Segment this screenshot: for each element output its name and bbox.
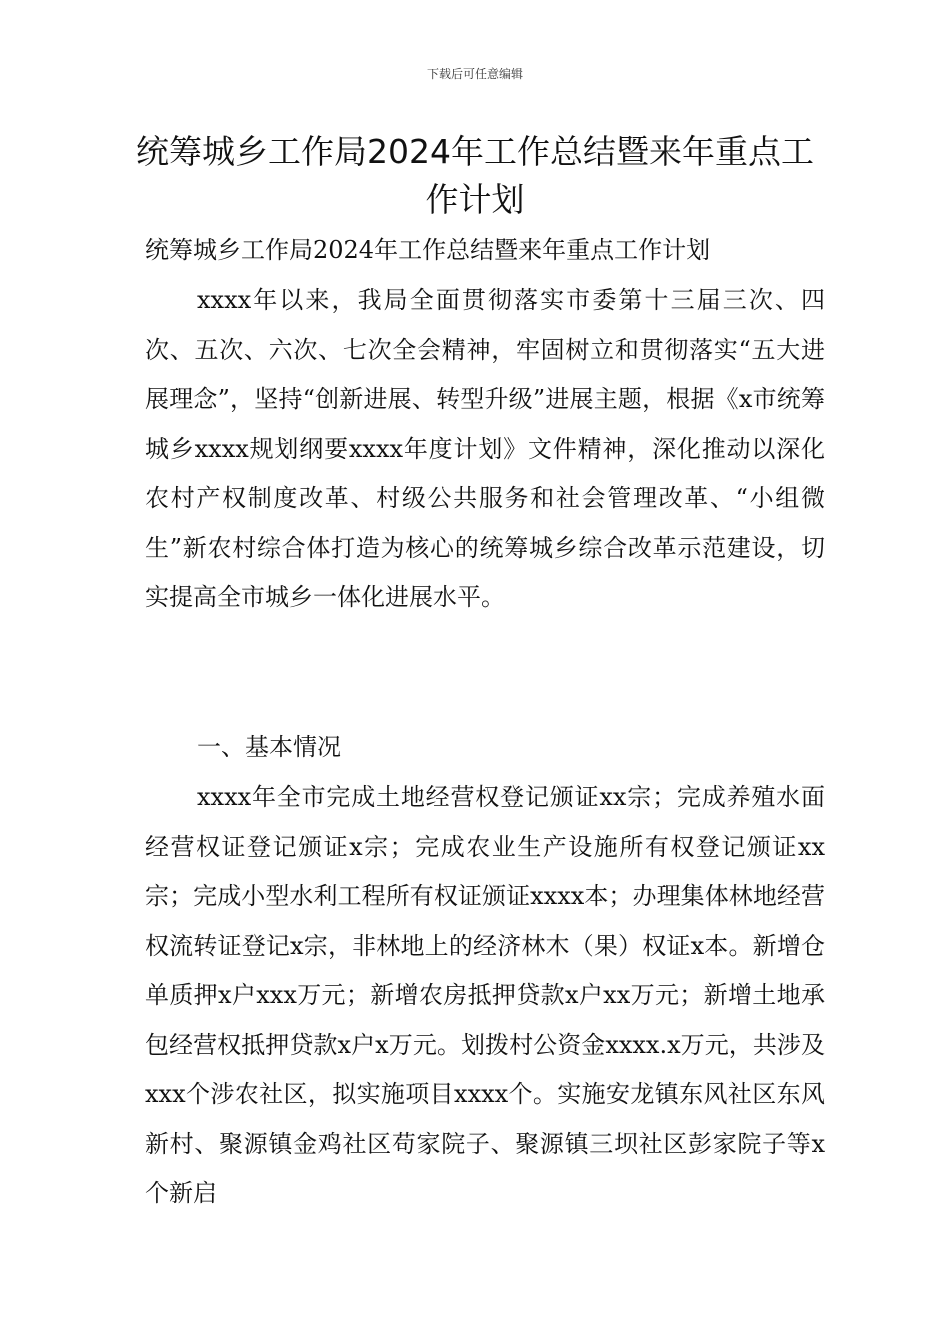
document-subtitle: 统筹城乡工作局2024年工作总结暨来年重点工作计划 [145, 236, 711, 264]
section-heading: 一、基本情况 [197, 733, 341, 761]
header-note: 下载后可任意编辑 [426, 67, 523, 81]
section-paragraph: xxxx年全市完成土地经营权登记颁证xx宗；完成养殖水面经营权证登记颁证x宗；完成农业生产设施所有权登记颁证xx宗；完成小型水利工程所有权证颁证xxxx本；办理集体林地经营权流转证登记x宗，非林地上的经济林木（果）权证x本。新增仓单质押x户xxx万元；新增农房抵押贷款x户xx万元；新增土地承包经营权抵押贷款x户x万元。划拨村公资金xxxx.x万元，共涉及xxx个涉农社区，拟实施项目xxxx个。实施安龙镇东风社区东风新村、聚源镇金鸡社区苟家院子、聚源镇三坝社区彭家院子等x个新启 [145, 783, 825, 1207]
document-title: 统筹城乡工作局2024年工作总结暨来年重点工作计划 [136, 132, 814, 219]
intro-paragraph: xxxx年以来，我局全面贯彻落实市委第十三届三次、四次、五次、六次、七次全会精神，牢固树立和贯彻落实“五大进展理念”，坚持“创新进展、转型升级”进展主题，根据《x市统筹城乡xxxx规划纲要xxxx年度计划》文件精神，深化推动以深化农村产权制度改革、村级公共服务和社会管理改革、“小组微生”新农村综合体打造为核心的统筹城乡综合改革示范建设，切实提高全市城乡一体化进展水平。 [145, 286, 825, 611]
